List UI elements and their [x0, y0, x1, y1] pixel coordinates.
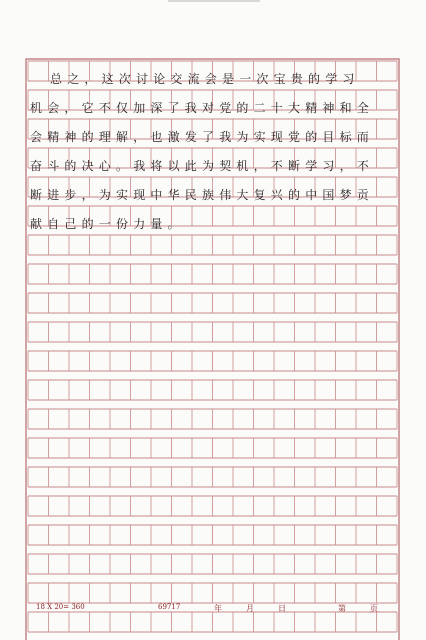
footer-grid-spec: 18 X 20= 360: [36, 603, 85, 611]
essay-line-6: 献自己的一份力量。: [30, 217, 185, 231]
footer-page-suffix: 页: [370, 604, 378, 613]
essay-line-1: 总之，这次讨论交流会是一次宝贵的学习: [50, 72, 360, 86]
essay-line-4: 奋斗的决心。我将以此为契机，不断学习，不: [30, 159, 375, 173]
grid-outer-border: [26, 59, 399, 640]
footer-year-label: 年: [214, 604, 222, 613]
essay-line-2: 机会，它不仅加深了我对党的二十大精神和全: [30, 101, 375, 115]
essay-line-5: 断进步，为实现中华民族伟大复兴的中国梦贡: [30, 188, 375, 202]
footer-day-label: 日: [278, 604, 286, 613]
footer-page-prefix: 第: [338, 604, 346, 613]
footer-month-label: 月: [246, 604, 254, 613]
essay-line-3: 会精神的理解，也激发了我为实现党的目标而: [30, 130, 375, 144]
footer-code: 69717: [158, 603, 181, 611]
